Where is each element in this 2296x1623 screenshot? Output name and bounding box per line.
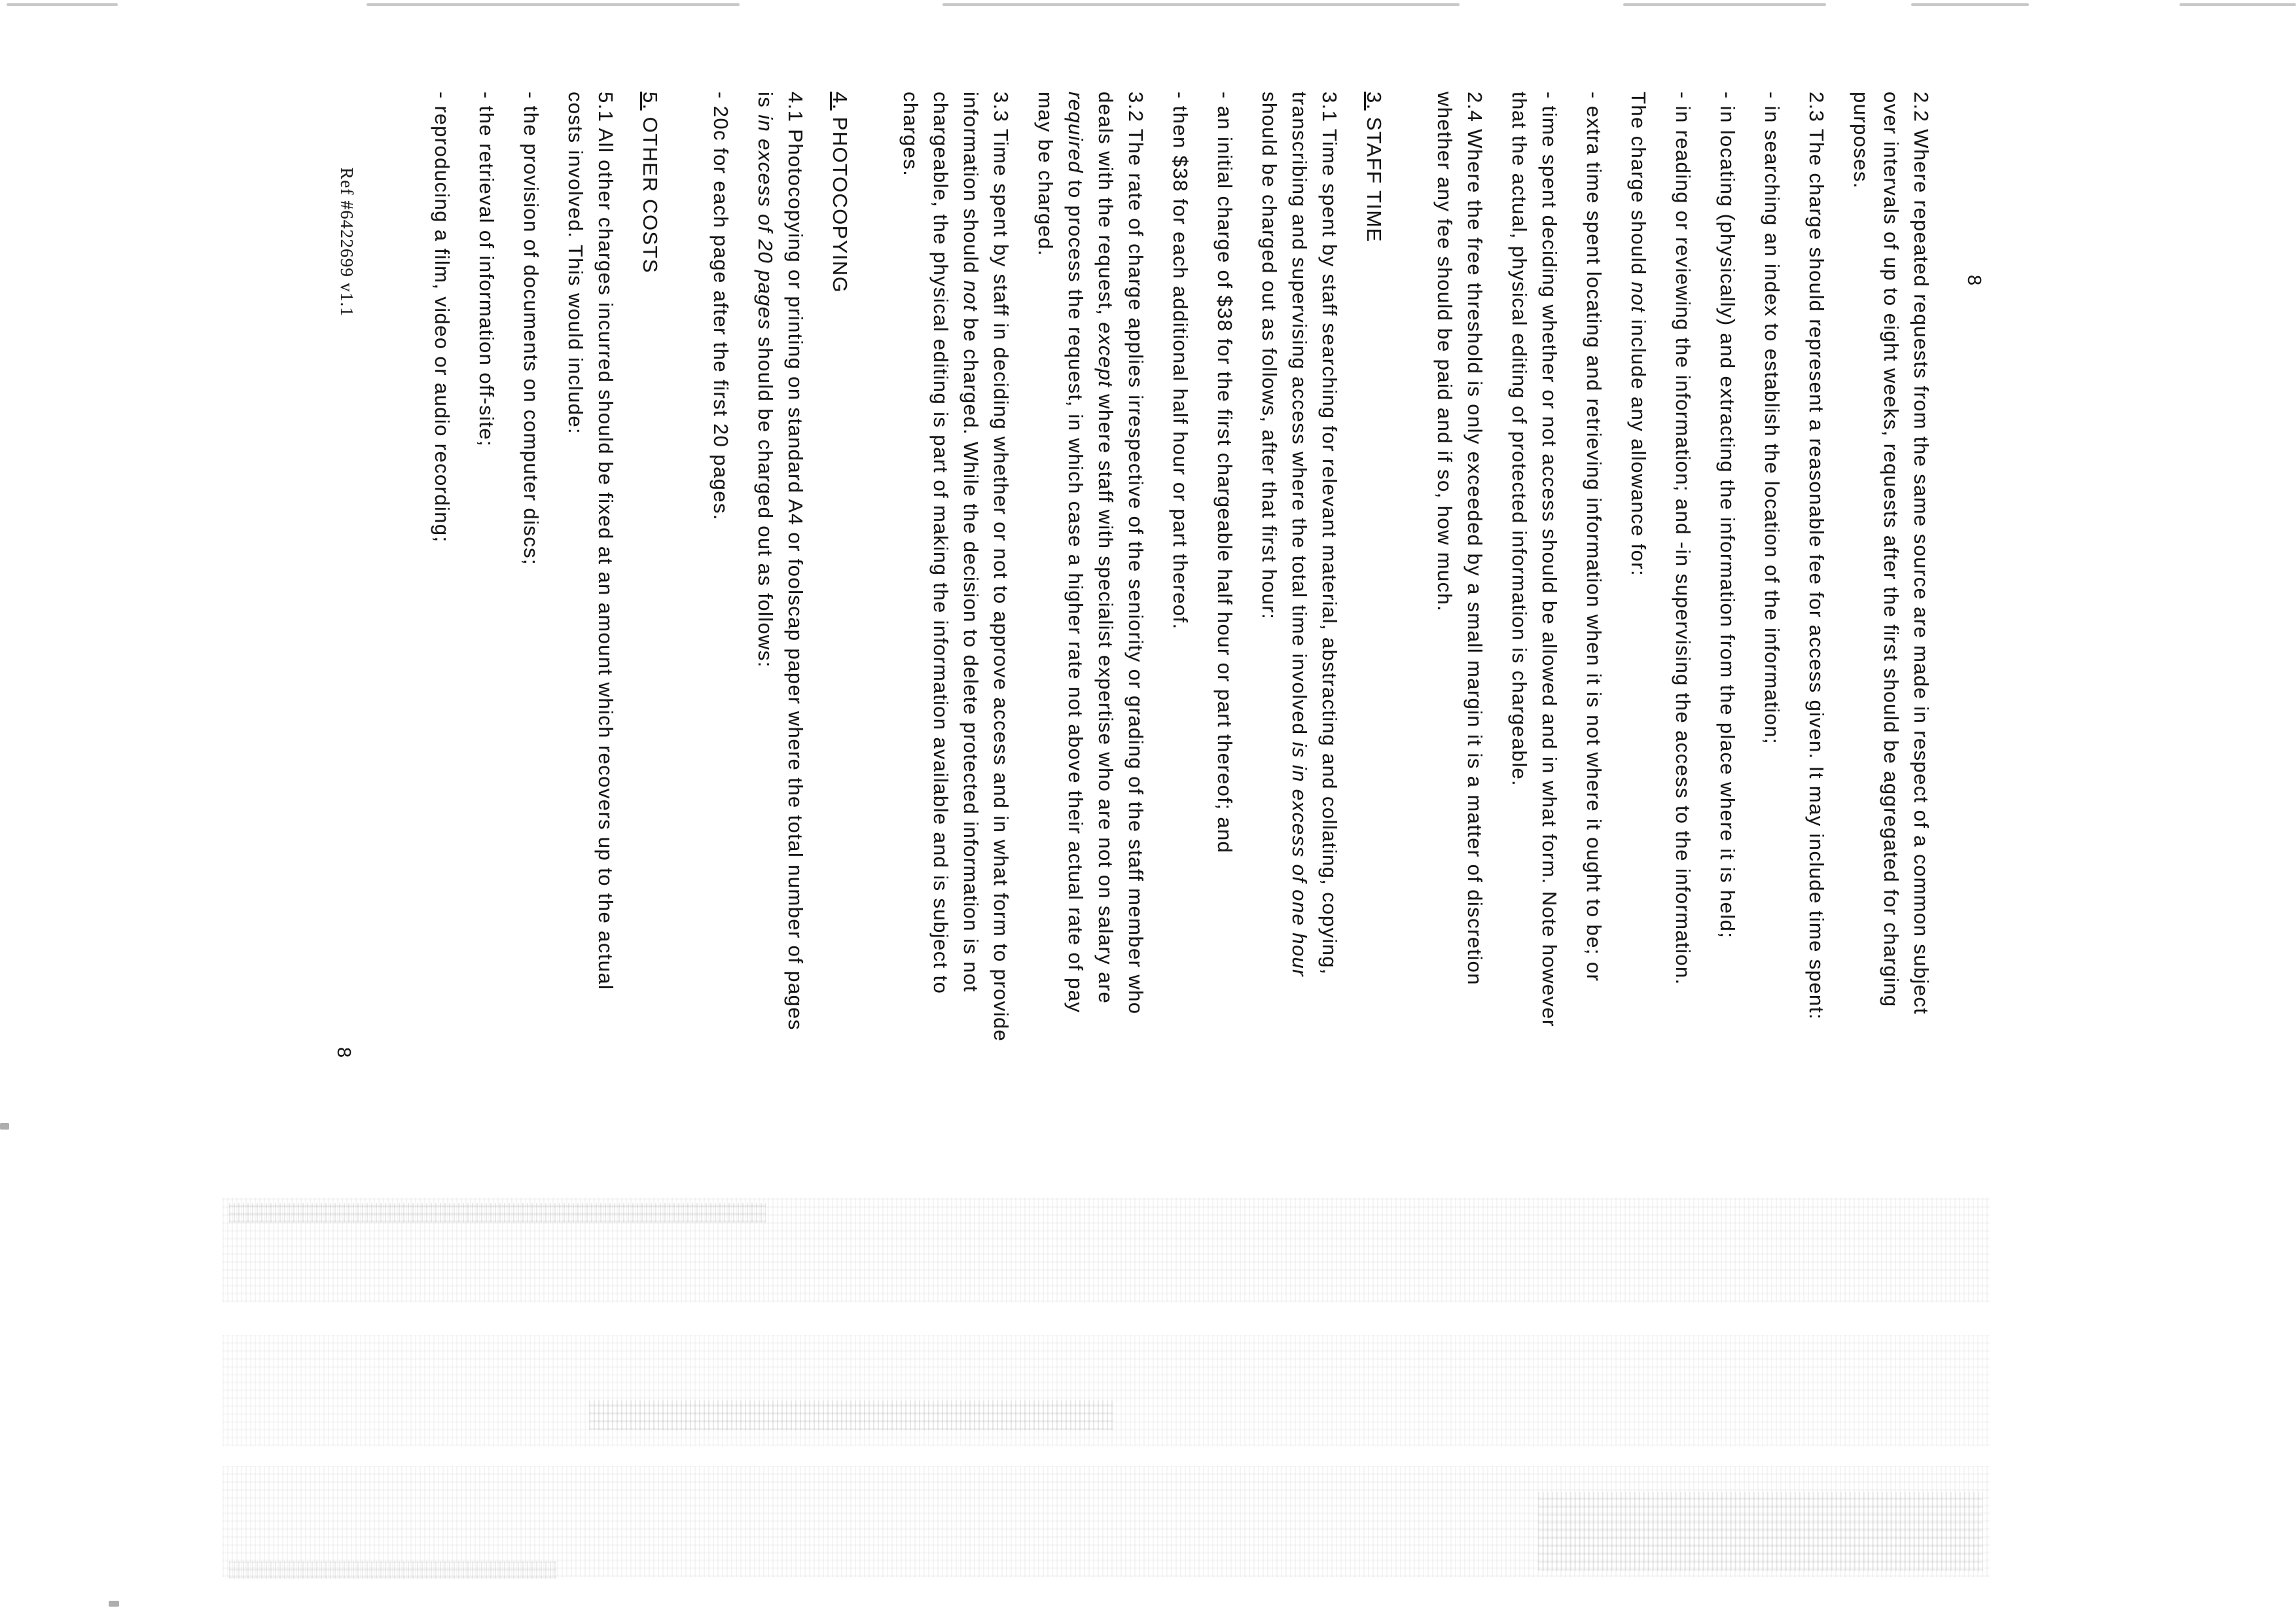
text-run: - extra time spent locating and retrieving information when it is not where it ought to be; or — [1583, 92, 1605, 982]
para-3-1 — [1254, 92, 1344, 1623]
bullet-20c — [706, 92, 736, 1623]
document-line — [560, 92, 590, 1623]
text-run: - reproducing a film, video or audio recording; — [431, 92, 454, 543]
text-run: chargeable, the physical editing is part of making the information available and is subject to — [929, 92, 952, 995]
text-run: STAFF TIME — [1363, 110, 1386, 243]
text-run: should be charged out as follows, after that first hour: — [1258, 92, 1281, 620]
text-run: 3.1 Time spent by staff searching for relevant material, abstracting and collating, copying, — [1318, 92, 1341, 975]
italic-run: is in excess of one hour — [1288, 741, 1311, 977]
bullet-retrieval-offsite — [471, 92, 501, 1623]
text-run: should be charged out as follows: — [754, 330, 777, 668]
document-line — [1504, 92, 1534, 1623]
text-run: - in locating (physically) and extracting the information from the place where it is held; — [1716, 92, 1739, 939]
underlined-run: 3. — [1363, 92, 1386, 111]
bullet-then-38 — [1165, 92, 1195, 1623]
italic-run: except — [1094, 322, 1117, 388]
para-5-1 — [560, 92, 620, 1623]
text-run: purposes. — [1850, 92, 1873, 189]
document-line — [1210, 92, 1240, 1623]
scan-speck — [109, 1601, 119, 1607]
para-3-2 — [1030, 92, 1151, 1623]
para-3-3 — [895, 92, 1016, 1623]
text-run: over intervals of up to eight weeks, requests after the first should be aggregated for charging — [1880, 92, 1903, 1008]
text-run: - an initial charge of $38 for the first chargeable half hour or part thereof; and — [1213, 92, 1236, 854]
underlined-run: 4. — [829, 92, 852, 111]
document-line — [1284, 92, 1314, 1623]
document-line — [1534, 92, 1564, 1623]
italic-run: in excess of 20 pages — [754, 115, 777, 330]
document-line — [471, 92, 501, 1623]
text-run: - 20c for each page after the first 20 pages. — [709, 92, 732, 521]
text-run: may be charged. — [1034, 92, 1057, 257]
document-line — [1579, 92, 1609, 1623]
document-line — [1757, 92, 1787, 1623]
document-reference-footer: Ref #6422699 v1.1 — [337, 168, 357, 317]
document-line — [1030, 92, 1060, 1623]
document-line — [1429, 92, 1460, 1623]
text-run: - the retrieval of information off-site; — [475, 92, 498, 448]
text-run: that the actual, physical editing of protected information is chargeable. — [1508, 92, 1531, 787]
para-2-4 — [1429, 92, 1490, 1623]
para-charge-exclusions — [1623, 92, 1653, 1623]
text-run: transcribing and supervising access where the total time involved — [1288, 92, 1311, 742]
text-run: 3.3 Time spent by staff in deciding whether or not to approve access and in what form to provide — [990, 92, 1013, 1043]
document-line — [1906, 92, 1936, 1623]
document-text — [412, 92, 1936, 1623]
scan-edge-line — [367, 3, 740, 6]
bullet-searching-index — [1757, 92, 1787, 1623]
text-run: is — [754, 92, 777, 115]
document-line — [1460, 92, 1490, 1623]
document-line — [635, 92, 665, 1623]
text-run: PHOTOCOPYING — [829, 110, 852, 294]
italic-run: required — [1064, 92, 1087, 173]
bullet-reproducing-film — [427, 92, 457, 1623]
text-run: The charge should — [1627, 92, 1650, 282]
bullet-provision-discs — [516, 92, 546, 1623]
bullet-extra-time — [1579, 92, 1609, 1623]
text-run: 2.3 The charge should represent a reasonable fee for access given. It may include time spent: — [1805, 92, 1828, 1020]
document-line — [956, 92, 986, 1623]
heading-staff-time — [1359, 92, 1389, 1623]
text-run: where staff with specialist expertise who are not on salary are — [1094, 387, 1117, 1005]
text-run: - time spent deciding whether or not access should be allowed and in what form. Note however — [1538, 92, 1561, 1027]
document-line — [1165, 92, 1195, 1623]
text-run: to process the request, in which case a higher rate not above their actual rate of pay — [1064, 173, 1087, 1014]
text-run: whether any fee should be paid and if so, how much. — [1433, 92, 1456, 613]
document-line — [1712, 92, 1742, 1623]
bullet-locating-extracting — [1712, 92, 1742, 1623]
text-run: charges. — [899, 92, 922, 177]
document-line — [895, 92, 925, 1623]
document-line — [1668, 92, 1698, 1623]
para-2-3 — [1801, 92, 1831, 1623]
heading-photocopying — [825, 92, 855, 1623]
bullet-time-deciding — [1504, 92, 1564, 1623]
page-number-header: 8 — [1964, 275, 1984, 286]
document-line — [706, 92, 736, 1623]
text-run: 2.4 Where the free threshold is only exceeded by a small margin it is a matter of discretion — [1463, 92, 1486, 986]
document-line — [780, 92, 810, 1623]
document-line — [1314, 92, 1344, 1623]
document-line — [825, 92, 855, 1623]
heading-other-costs — [635, 92, 665, 1623]
para-2-2 — [1846, 92, 1936, 1623]
document-line — [1623, 92, 1653, 1623]
text-run: 5.1 All other charges incurred should be fixed at an amount which recovers up to the actual — [594, 92, 617, 991]
text-run: - in reading or reviewing the information; and -in supervising the access to the information. — [1672, 92, 1695, 986]
para-4-1 — [750, 92, 810, 1623]
scan-edge-line — [942, 3, 1460, 6]
text-run: - in searching an index to establish the location of the information; — [1761, 92, 1784, 745]
scan-speck — [0, 1123, 9, 1130]
document-line — [1876, 92, 1906, 1623]
text-run: be charged. While the decision to delete protected information is not — [960, 311, 982, 993]
scan-edge-line — [7, 3, 118, 6]
text-run: 4.1 Photocopying or printing on standard A4 or foolscap paper where the total number of pages — [784, 92, 807, 1031]
page-number-footer: 8 — [333, 1047, 354, 1058]
text-run: 3.2 The rate of charge applies irrespective of the seniority or grading of the staff member who — [1124, 92, 1147, 1015]
text-run: costs involved. This would include: — [564, 92, 587, 435]
text-run: - the provision of documents on computer discs; — [520, 92, 543, 566]
scan-edge-line — [2179, 3, 2296, 6]
bullet-reading-reviewing — [1668, 92, 1698, 1623]
text-run: deals with the request, — [1094, 92, 1117, 323]
document-line — [590, 92, 620, 1623]
document-line — [750, 92, 780, 1623]
document-line — [925, 92, 956, 1623]
italic-run: not — [960, 280, 982, 312]
text-run: OTHER COSTS — [639, 110, 662, 274]
document-line — [427, 92, 457, 1623]
scan-edge-line — [1623, 3, 1826, 6]
document-line — [1121, 92, 1151, 1623]
document-line — [1846, 92, 1876, 1623]
scan-edge-line — [1911, 3, 2029, 6]
text-run: - then $38 for each additional half hour or part thereof. — [1169, 92, 1192, 630]
bullet-initial-charge — [1210, 92, 1240, 1623]
text-run: include any allowance for: — [1627, 312, 1650, 577]
text-run: information should — [960, 92, 982, 281]
document-line — [1359, 92, 1389, 1623]
document-line — [1254, 92, 1284, 1623]
underlined-run: 5. — [639, 92, 662, 111]
document-line — [1801, 92, 1831, 1623]
text-run: 2.2 Where repeated requests from the same source are made in respect of a common subject — [1910, 92, 1933, 1015]
document-line — [1090, 92, 1121, 1623]
document-line — [516, 92, 546, 1623]
document-line — [986, 92, 1016, 1623]
document-line — [1060, 92, 1090, 1623]
italic-run: not — [1627, 281, 1650, 313]
